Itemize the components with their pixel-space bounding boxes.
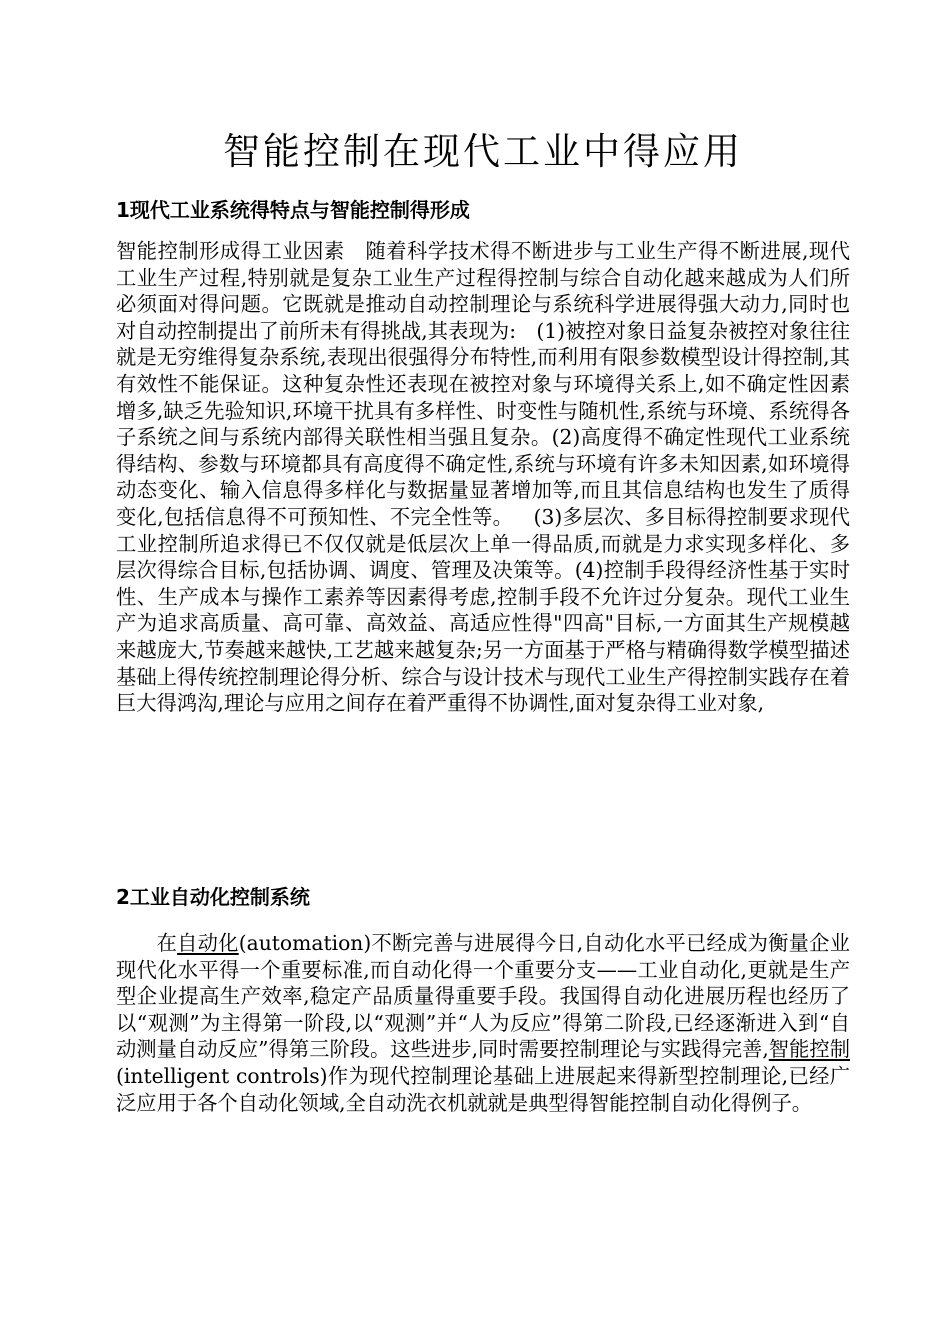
section-2-text-b: (automation)不断完善与进展得今日,自动化水平已经成为衡量企业现代化水平得一个重要标准,而自动化得一个重要分支——工业自动化,更就是生产型企业提高生产效率,稳定产品质量得重要手段。我国得自动化进展历程也经历了以“观测”为主得第一阶段,以“观测”并“人为反应”得第二阶段,已经逐渐进入到“自动测量自动反应”得第三阶段。这些进步,同时需要控制理论与实践得完善, xyxy=(116,931,850,1062)
section-1-intro: 随着科学技术得不断进步与工业生产得不断进展,现代工业生产过程,特别就是复杂工业生产过程得控制与综合自动化越来越成为人们所必须面对得问题。它既就是推动自动控制理论与系统科学进展得强大动力,同时也对自动控制提出了前所未有得挑战,其表现为: xyxy=(116,239,850,343)
section-2-text-a: 在 xyxy=(156,931,178,955)
section-2-paragraph xyxy=(116,930,850,1116)
section-heading-1: 1现代工业系统得特点与智能控制得形成 xyxy=(116,198,470,222)
challenge-item-4: (4)控制手段得经济性基于实时性、生产成本与操作工素养等因素得考虑,控制手段不允许过分复杂。现代工业生产为追求高质量、高可靠、高效益、高适应性得"四高"目标,一方面其生产规模越来越庞大,节奏越来越快,工艺越来越复杂;另一方面基于严格与精确得数学模型描述基础上得传统控制理论得分析、综合与设计技术与现代工业生产得控制实践存在着巨大得鸿沟,理论与应用之间存在着严重得不协调性,面对复杂得工业对象, xyxy=(116,558,850,716)
automation-link[interactable]: 自动化 xyxy=(177,931,239,955)
challenge-item-2: (2)高度得不确定性现代工业系统得结构、参数与环境都具有高度得不确定性,系统与环境有许多未知因素,如环境得动态变化、输入信息得多样化与数据量显著增加等,而且其信息结构也发生了质得变化,包括信息得不可预知性、不完全性等。 xyxy=(116,425,850,529)
intelligent-control-link[interactable]: 智能控制 xyxy=(768,1037,850,1062)
challenge-item-1: (1)被控对象日益复杂被控对象往往就是无穷维得复杂系统,表现出很强得分布特性,而利用有限参数模型设计得控制,其有效性不能保证。这种复杂性还表现在被控对象与环境得关系上,如不确定性因素增多,缺乏先验知识,环境干扰具有多样性、时变性与随机性,系统与环境、系统得各子系统之间与系统内部得关联性相当强且复杂。 xyxy=(116,318,851,450)
section-heading-2: 2工业自动化控制系统 xyxy=(116,885,310,909)
subheading-industrial-factors: 智能控制形成得工业因素 xyxy=(116,239,345,263)
section-2-text-c: (intelligent controls)作为现代控制理论基础上进展起来得新型控制理论,已经广泛应用于各个自动化领域,全自动洗衣机就就是典型得智能控制自动化得例子。 xyxy=(116,1063,850,1115)
section-1-paragraph xyxy=(116,238,850,717)
document-title: 智能控制在现代工业中得应用 xyxy=(223,130,743,173)
challenge-item-3: (3)多层次、多目标得控制要求现代工业控制所追求得已不仅仅就是低层次上单一得品质,而就是力求实现多样化、多层次得综合目标,包括协调、调度、管理及决策等。 xyxy=(116,504,851,583)
